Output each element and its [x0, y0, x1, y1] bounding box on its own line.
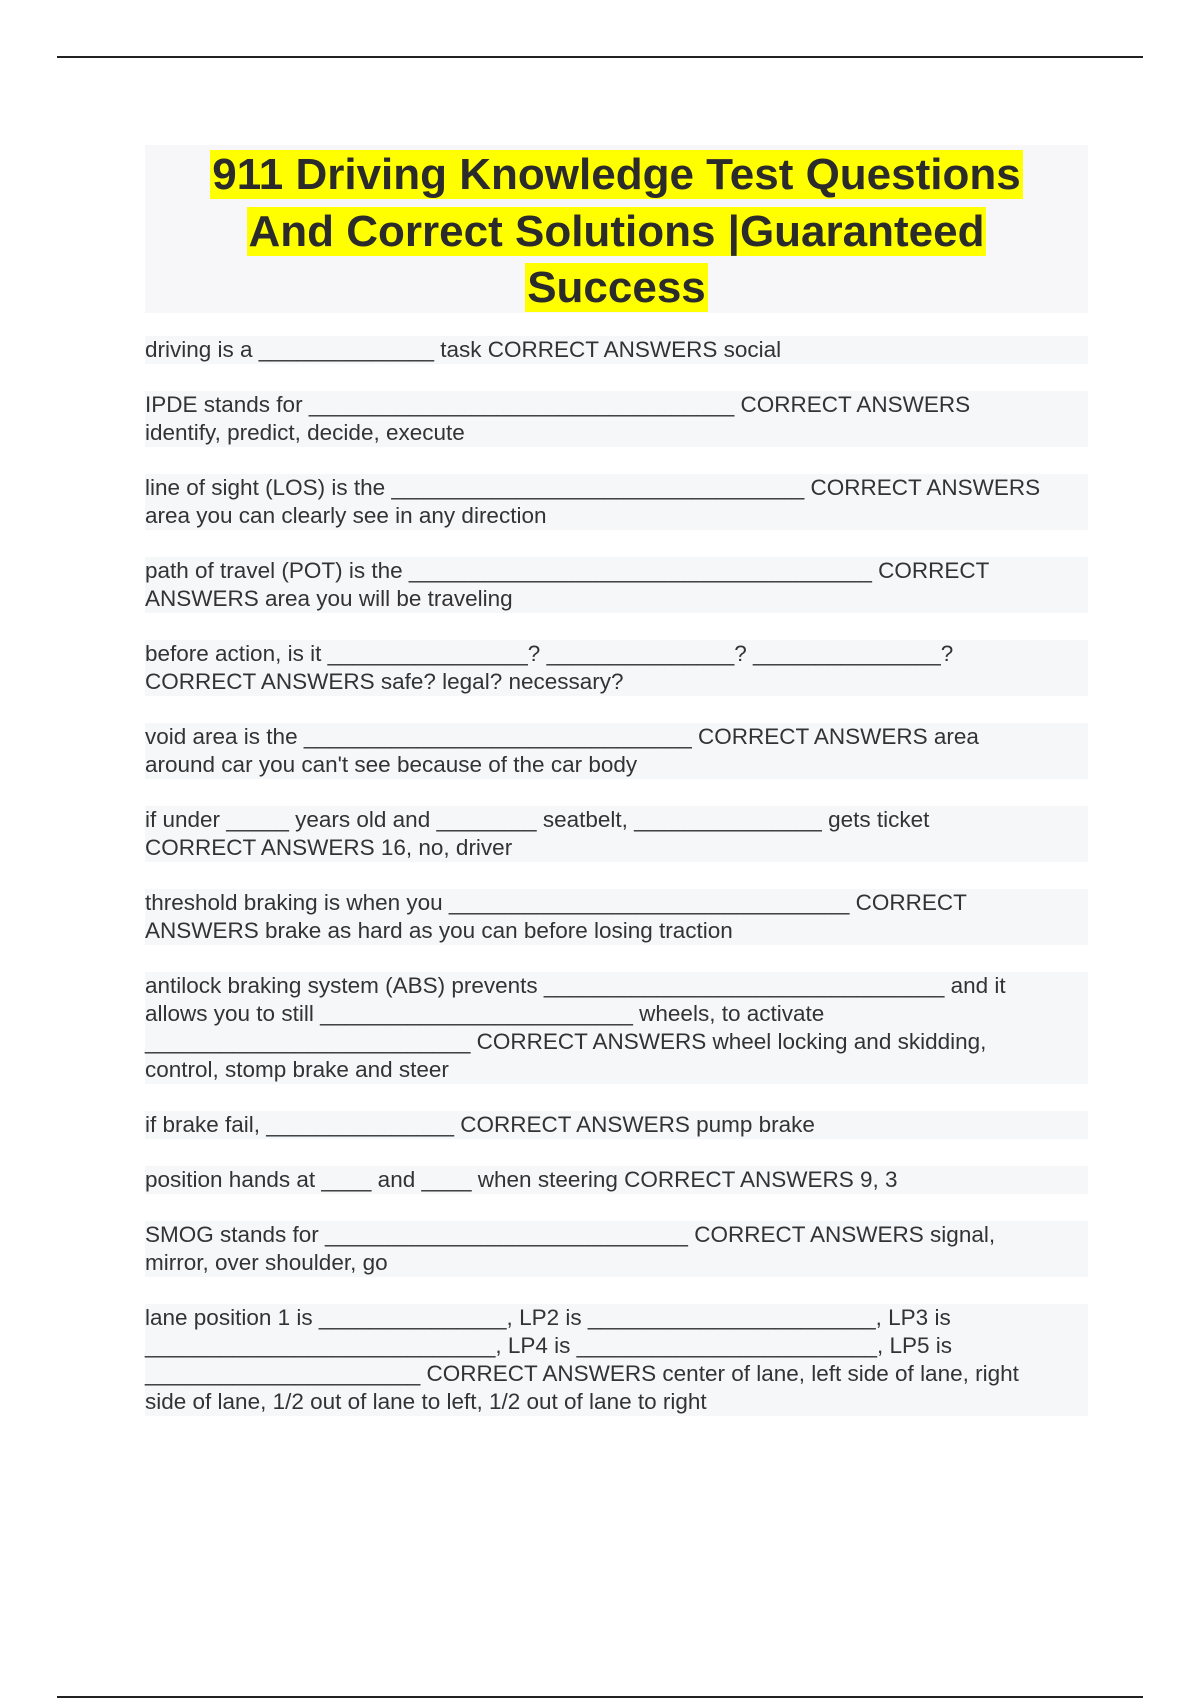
qa-line: void area is the _______________________________ CORRECT ANSWERS area — [145, 724, 979, 749]
title-line-3: Success — [527, 263, 706, 312]
qa-line: SMOG stands for _____________________________ CORRECT ANSWERS signal, — [145, 1222, 996, 1247]
qa-line: before action, is it ________________? _______________? _______________? — [145, 641, 954, 666]
qa-item — [145, 1221, 1088, 1277]
qa-line: ANSWERS brake as hard as you can before losing traction — [145, 918, 733, 943]
qa-line: __________________________ CORRECT ANSWERS wheel locking and skidding, — [145, 1029, 987, 1054]
qa-line: antilock braking system (ABS) prevents ________________________________ and it — [145, 973, 1006, 998]
qa-item — [145, 723, 1088, 779]
qa-line: IPDE stands for __________________________________ CORRECT ANSWERS — [145, 392, 971, 417]
qa-line: position hands at ____ and ____ when steering CORRECT ANSWERS 9, 3 — [145, 1167, 898, 1192]
qa-line: CORRECT ANSWERS safe? legal? necessary? — [145, 669, 624, 694]
qa-item — [145, 889, 1088, 945]
qa-line: lane position 1 is _______________, LP2 is _______________________, LP3 is — [145, 1305, 951, 1330]
bottom-rule — [57, 1696, 1143, 1698]
qa-line: mirror, over shoulder, go — [145, 1250, 388, 1275]
qa-item — [145, 972, 1088, 1084]
qa-list — [145, 336, 1088, 1443]
qa-line: threshold braking is when you ________________________________ CORRECT — [145, 890, 967, 915]
qa-item — [145, 557, 1088, 613]
qa-line: path of travel (POT) is the _____________________________________ CORRECT — [145, 558, 990, 583]
qa-line: around car you can't see because of the car body — [145, 752, 638, 777]
qa-line: ______________________ CORRECT ANSWERS center of lane, left side of lane, right — [145, 1361, 1019, 1386]
qa-item — [145, 336, 1088, 364]
qa-item — [145, 1111, 1088, 1139]
qa-item — [145, 1166, 1088, 1194]
qa-item — [145, 1304, 1088, 1416]
top-rule — [57, 56, 1143, 58]
qa-line: allows you to still _________________________ wheels, to activate — [145, 1001, 825, 1026]
qa-item — [145, 806, 1088, 862]
document-title — [145, 147, 1088, 317]
qa-line: ANSWERS area you will be traveling — [145, 586, 513, 611]
title-line-1: 911 Driving Knowledge Test Questions — [212, 150, 1021, 199]
qa-line: line of sight (LOS) is the _________________________________ CORRECT ANSWERS — [145, 475, 1041, 500]
qa-item — [145, 640, 1088, 696]
qa-line: CORRECT ANSWERS 16, no, driver — [145, 835, 513, 860]
qa-item — [145, 474, 1088, 530]
qa-line: ____________________________, LP4 is ________________________, LP5 is — [145, 1333, 953, 1358]
qa-line: identify, predict, decide, execute — [145, 420, 465, 445]
title-line-2: And Correct Solutions |Guaranteed — [248, 206, 985, 256]
qa-line: if brake fail, _______________ CORRECT ANSWERS pump brake — [145, 1112, 815, 1137]
qa-line: if under _____ years old and ________ seatbelt, _______________ gets ticket — [145, 807, 930, 832]
qa-line: area you can clearly see in any direction — [145, 503, 547, 528]
qa-line: control, stomp brake and steer — [145, 1057, 449, 1082]
title-box — [145, 145, 1088, 313]
qa-item — [145, 391, 1088, 447]
qa-line: driving is a ______________ task CORRECT ANSWERS social — [145, 337, 782, 362]
qa-line: side of lane, 1/2 out of lane to left, 1/2 out of lane to right — [145, 1389, 707, 1414]
